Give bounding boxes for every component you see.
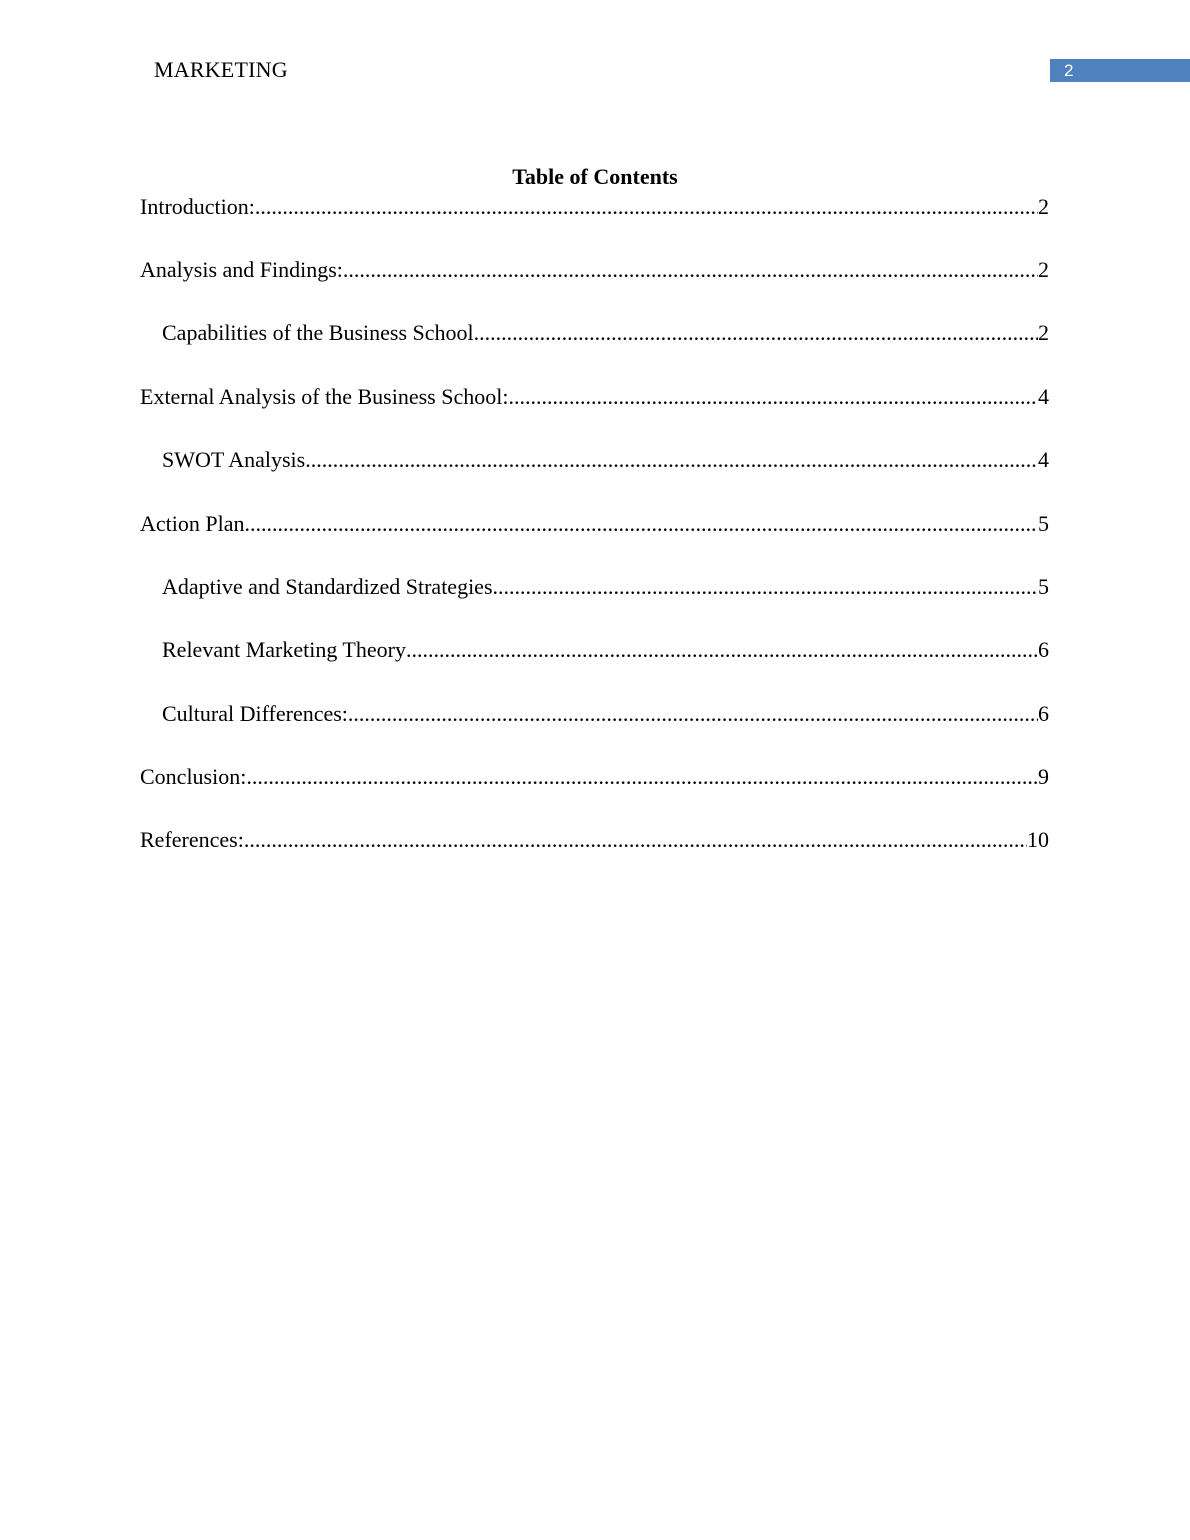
dot-leader [244,825,1027,855]
toc-entry-page: 6 [1038,637,1049,662]
toc-entry-label: Conclusion: [140,764,247,789]
page-number-badge [1050,59,1190,82]
toc-entry-label: Introduction: [140,194,255,219]
toc-entry-label: Cultural Differences: [162,701,348,726]
toc-entry-swot-analysis[interactable] [162,445,1049,475]
toc-entry-conclusion[interactable] [140,762,1049,792]
toc-entry-marketing-theory[interactable] [162,635,1049,665]
toc-entry-label: References: [140,827,244,852]
toc-entry-label: External Analysis of the Business School: [140,384,509,409]
page-number: 2 [1064,61,1074,80]
toc-heading: Table of Contents [512,164,678,189]
dot-leader [343,255,1038,285]
toc-entry-capabilities[interactable] [162,318,1049,348]
toc-entry-label: Capabilities of the Business School [162,320,474,345]
toc-entry-label: Adaptive and Standardized Strategies [162,574,493,599]
toc-entry-page: 10 [1027,827,1049,852]
toc-entry-label: Action Plan [140,511,245,536]
toc-entry-page: 9 [1038,764,1049,789]
dot-leader [305,445,1038,475]
dot-leader [348,699,1038,729]
toc-entry-page: 2 [1038,320,1049,345]
toc-entry-label: SWOT Analysis [162,447,306,472]
toc-entry-adaptive-strategies[interactable] [162,572,1049,602]
toc-entry-introduction[interactable] [140,192,1049,222]
toc-entry-page: 2 [1038,257,1049,282]
toc-entry-analysis-and-findings[interactable] [140,255,1049,285]
toc-entry-action-plan[interactable] [140,509,1049,539]
toc-entry-label: Analysis and Findings: [140,257,343,282]
dot-leader [245,509,1039,539]
running-header-title: MARKETING [154,57,288,82]
dot-leader [255,192,1038,222]
toc-entry-page: 5 [1038,574,1049,599]
toc-entry-references[interactable] [140,825,1049,855]
dot-leader [508,382,1038,412]
toc-entry-page: 4 [1038,384,1049,409]
toc-entry-external-analysis[interactable] [140,382,1049,412]
dot-leader [493,572,1038,602]
toc-entry-page: 5 [1038,511,1049,536]
toc-entry-page: 2 [1038,194,1049,219]
dot-leader [474,318,1038,348]
toc-entry-label: Relevant Marketing Theory [162,637,406,662]
dot-leader [406,635,1038,665]
toc-entry-page: 4 [1038,447,1049,472]
toc-entry-page: 6 [1038,701,1049,726]
dot-leader [246,762,1038,792]
toc-entry-cultural-differences[interactable] [162,699,1049,729]
